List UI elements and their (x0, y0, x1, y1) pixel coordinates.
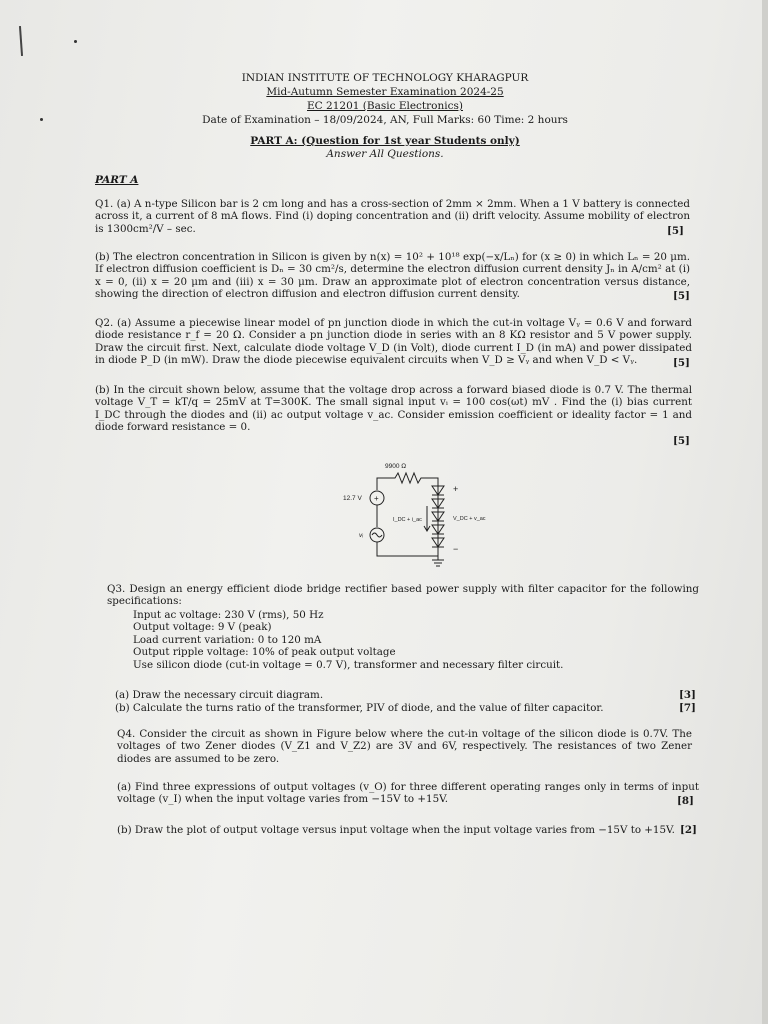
ac-wave (372, 533, 382, 537)
q4b-text: (b) Draw the plot of output voltage versus input voltage when the input voltage varies from −15V to +15V. (117, 824, 675, 836)
q3a-marks: [3] (679, 689, 696, 701)
bottom-wire (377, 542, 438, 556)
speck (40, 118, 43, 121)
q4b-marks: [2] (680, 824, 697, 836)
course-name: EC 21201 (Basic Electronics) (307, 100, 463, 112)
current-label: I_DC + i_ac (393, 517, 422, 523)
q4a-marks: [8] (677, 795, 694, 807)
binding-mark (19, 26, 23, 56)
q2a-marks: [5] (673, 357, 690, 369)
exam-header (180, 71, 590, 127)
ground-symbol (432, 556, 444, 566)
diode-circuit-diagram (330, 458, 486, 570)
resistor-label: 9900 Ω (385, 463, 407, 470)
q2a-text: Q2. (a) Assume a piecewise linear model of pn junction diode in which the cut-in voltage Vᵧ = 0.6 V and forward diode resistance r_f = 20 Ω. Consider a pn junction diode in series with an 8 KΩ resistor and 5 V power supply. Draw the circuit first. Next, calculate diode voltage V_D (in Volt), diode current I_D (in mA) and power dissipated in diode P_D (in mW). Draw the diode piecewise equivalent circuits when V_D ≥ Vᵧ and when V_D < Vᵧ. (95, 317, 692, 367)
q3-intro: Q3. Design an energy efficient diode bridge rectifier based power supply with filter capacitor for the following specifications: (107, 583, 699, 608)
output-plus-sign: + (453, 484, 459, 494)
output-minus-sign: − (453, 544, 459, 554)
speck (74, 40, 77, 43)
q2b-text: (b) In the circuit shown below, assume that the voltage drop across a forward biased diode is 0.7 V. The thermal voltage V_T = kT/q = 25mV at T=300K. The small signal input vᵢ = 100 cos(ωt) mV . Find the (i) bias current I_DC through the diodes and (ii) ac output voltage v_ac. Consider emission coefficient or ideality factor = 1 and diode forward resistance = 0. (95, 384, 692, 434)
q3-spec-item: Use silicon diode (cut-in voltage = 0.7 V), transformer and necessary filter circuit. (133, 658, 564, 671)
q3-spec-list (133, 609, 693, 671)
q3a-text: (a) Draw the necessary circuit diagram. (115, 689, 324, 701)
q4-intro: Q4. Consider the circuit as shown in Figure below where the cut-in voltage of the silicon diode is 0.7V. The voltages of two Zener diodes (V_Z1 and V_Z2) are 3V and 6V, respectively. The resistances of two Zener diodes are assumed to be zero. (117, 728, 692, 765)
institute-name: INDIAN INSTITUTE OF TECHNOLOGY KHARAGPUR (241, 72, 529, 84)
source-label: vᵢ (359, 532, 364, 539)
part-a-heading (180, 135, 590, 161)
q1a-marks: [5] (667, 225, 684, 237)
q1b-marks: [5] (673, 290, 690, 302)
battery-label: 12.7 V (343, 495, 362, 502)
part-a-instruction: Answer All Questions. (326, 148, 444, 160)
q1b-text: (b) The electron concentration in Silicon is given by n(x) = 10² + 10¹⁸ exp(−x/Lₙ) for (x ≥ 0) in which Lₙ = 20 μm. If electron diffusion coefficient is Dₙ = 30 cm²/s, determine the electron diffusion current density Jₙ in A/cm² at (i) x = 0, (ii) x = 20 μm and (iii) x = 30 μm. Draw an approximate plot of electron concentration versus distance, showing the direction of electron diffusion and electron diffusion current density. (95, 251, 690, 301)
q3b-text: (b) Calculate the turns ratio of the transformer, PIV of diode, and the value of filter capacitor. (115, 702, 604, 714)
q2b-marks: [5] (673, 435, 690, 447)
exam-details: Date of Examination – 18/09/2024, AN, Full Marks: 60 Time: 2 hours (202, 114, 568, 126)
resistor-wire (377, 473, 438, 483)
output-label: V_DC + v_ac (453, 516, 486, 522)
q4a-text: (a) Find three expressions of output voltages (v_O) for three different operating ranges only in terms of input voltage (v_I) when the input voltage varies from −15V to +15V. (117, 781, 699, 806)
exam-name: Mid-Autumn Semester Examination 2024-25 (266, 86, 504, 98)
part-a-title: PART A: (Question for 1st year Students only) (250, 135, 520, 147)
q1a-text: Q1. (a) A n-type Silicon bar is 2 cm long and has a cross-section of 2mm × 2mm. When a 1 V battery is connected across it, a current of 8 mA flows. Find (i) doping concentration and (ii) drift velocity. Assume mobility of electron is 1300cm²/V – sec. (95, 198, 690, 235)
q3-spec-item: Load current variation: 0 to 120 mA (133, 633, 322, 646)
q3-spec-item: Output ripple voltage: 10% of peak output voltage (133, 646, 396, 659)
battery-plus-sign: + (374, 494, 379, 503)
part-label: PART A (95, 174, 139, 186)
current-arrow (424, 506, 430, 531)
q3-spec-item: Input ac voltage: 230 V (rms), 50 Hz (133, 609, 324, 621)
q3-spec-item: Output voltage: 9 V (peak) (133, 621, 272, 634)
q3b-marks: [7] (679, 702, 696, 714)
page-edge (762, 0, 768, 1024)
